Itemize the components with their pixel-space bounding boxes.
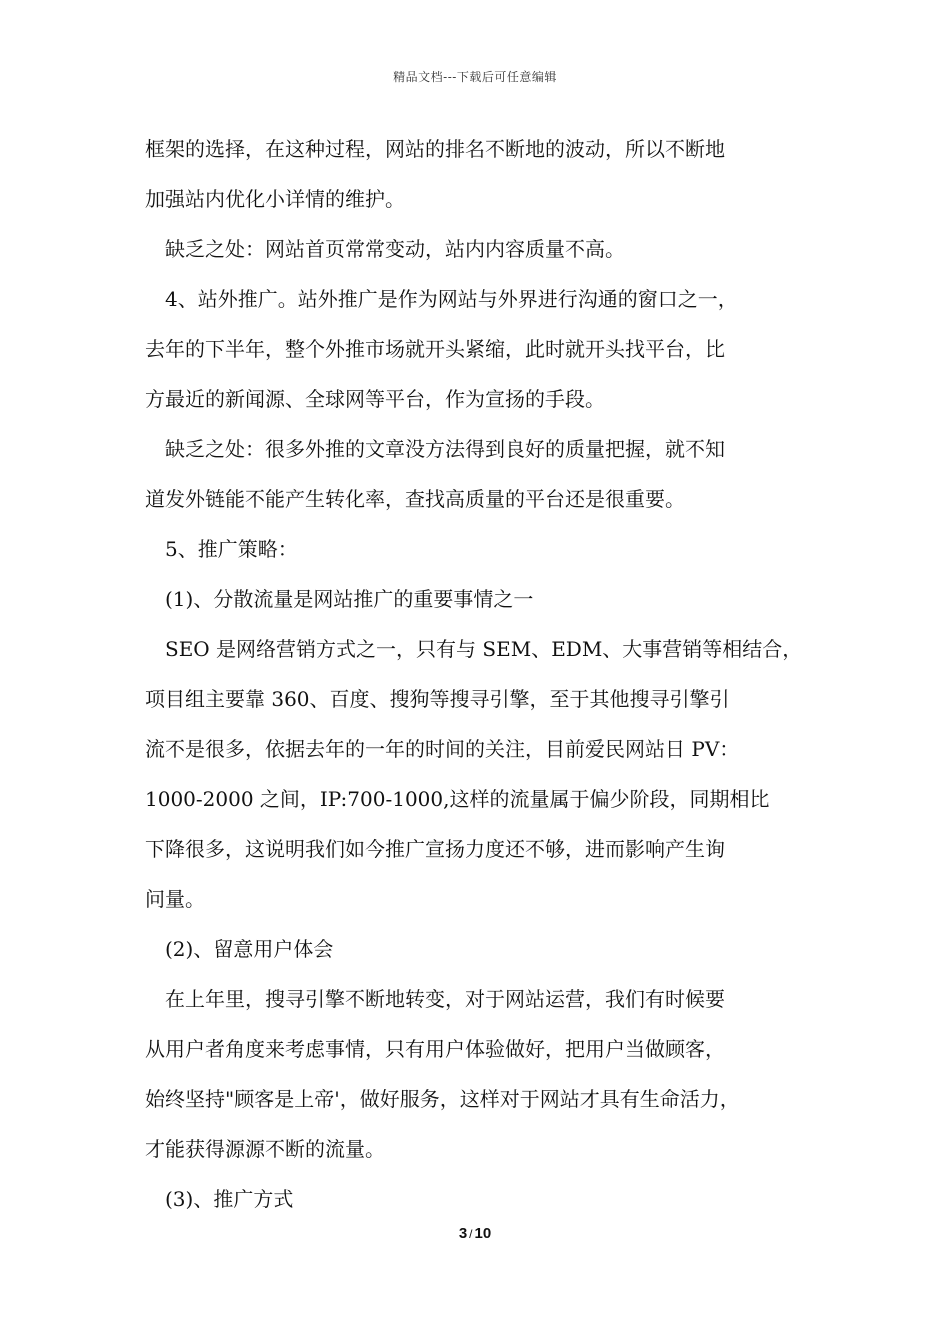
- text-line: 问量。: [145, 887, 205, 911]
- page-number: [0, 1225, 950, 1242]
- text-line: 才能获得源源不断的流量。: [145, 1137, 385, 1161]
- text-line: 加强站内优化小详情的维护。: [145, 187, 405, 211]
- text-line: 下降很多，这说明我们如今推广宣扬力度还不够，进而影响产生询: [145, 837, 725, 861]
- page-separator: /: [469, 1227, 473, 1241]
- document-body: [145, 128, 825, 1228]
- text-line: 1000-2000 之间，IP:700-1000,这样的流量属于偏少阶段，同期相比: [145, 787, 770, 811]
- text-line: 去年的下半年，整个外推市场就开头紧缩，此时就开头找平台，比: [145, 337, 725, 361]
- subsection-heading: (1)、分散流量是网站推广的重要事情之一: [165, 587, 534, 611]
- text-line: 在上年里，搜寻引擎不断地转变，对于网站运营，我们有时候要: [165, 987, 725, 1011]
- text-line: 缺乏之处：很多外推的文章没方法得到良好的质量把握，就不知: [165, 437, 725, 461]
- current-page-number: 3: [458, 1225, 468, 1242]
- text-line: 项目组主要靠 360、百度、搜狗等搜寻引擎，至于其他搜寻引擎引: [145, 687, 730, 711]
- page-header: 精品文档---下载后可任意编辑: [393, 70, 557, 84]
- text-line: 从用户者角度来考虑事情，只有用户体验做好，把用户当做顾客，: [145, 1037, 725, 1061]
- subsection-heading: (3)、推广方式: [165, 1187, 294, 1211]
- text-line: 流不是很多，依据去年的一年的时间的关注，目前爱民网站日 PV：: [145, 737, 740, 761]
- text-line: 始终坚持"顾客是上帝'，做好服务，这样对于网站才具有生命活力，: [145, 1087, 740, 1111]
- text-line: SEO 是网络营销方式之一，只有与 SEM、EDM、大事营销等相结合，: [165, 637, 803, 661]
- total-pages-number: 10: [474, 1225, 492, 1242]
- text-line: 框架的选择，在这种过程，网站的排名不断地的波动，所以不断地: [145, 137, 725, 161]
- text-line: 4、站外推广。站外推广是作为网站与外界进行沟通的窗口之一，: [165, 287, 738, 311]
- text-line: 道发外链能不能产生转化率，查找高质量的平台还是很重要。: [145, 487, 685, 511]
- section-heading: 5、推广策略：: [165, 537, 298, 561]
- text-line: 缺乏之处：网站首页常常变动，站内内容质量不高。: [165, 237, 625, 261]
- subsection-heading: (2)、留意用户体会: [165, 937, 334, 961]
- text-line: 方最近的新闻源、全球网等平台，作为宣扬的手段。: [145, 387, 605, 411]
